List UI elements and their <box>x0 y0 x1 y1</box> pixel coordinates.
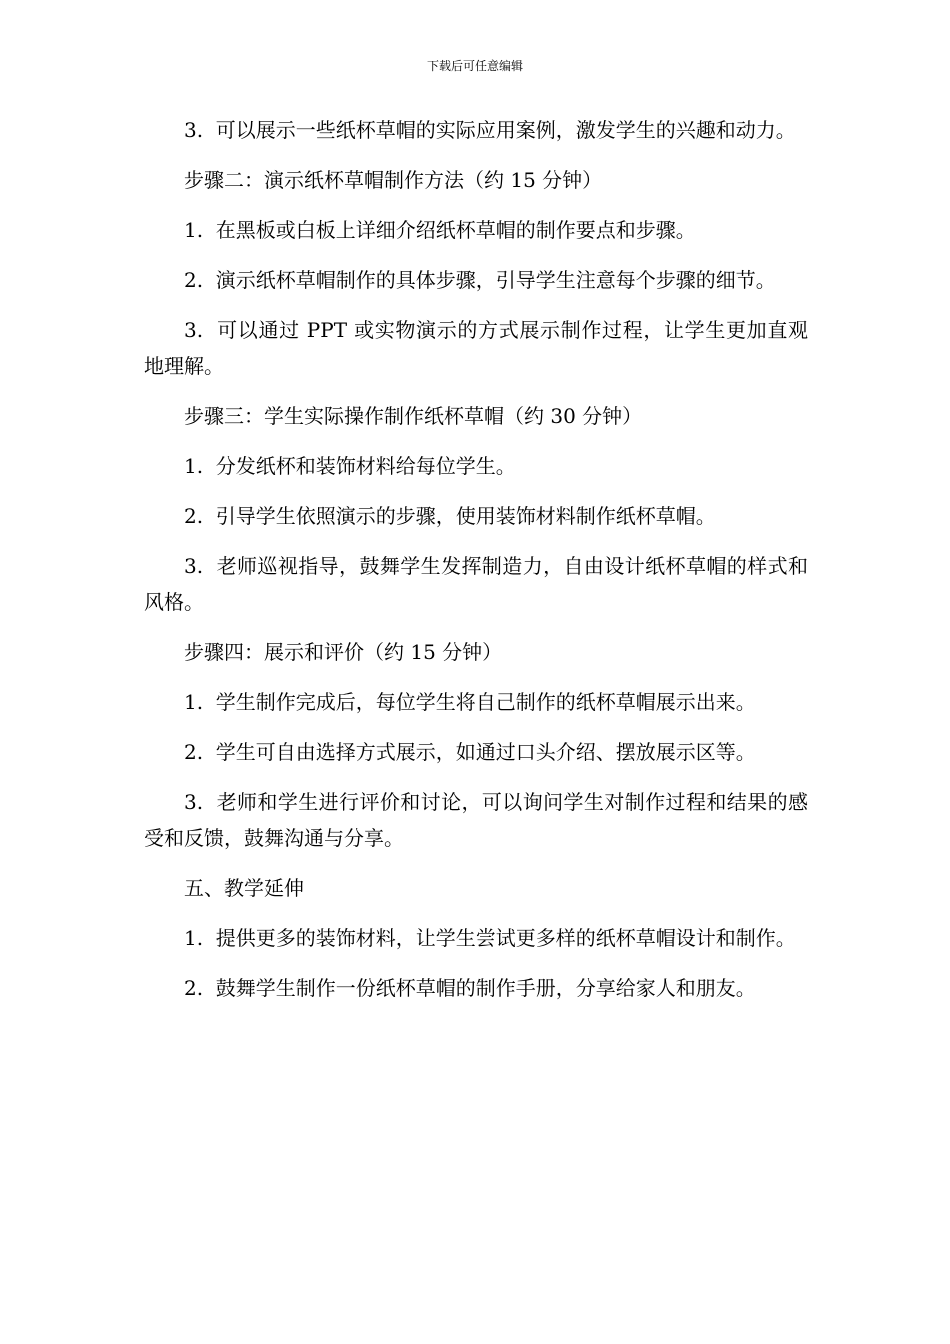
heading-step3: 步骤三：学生实际操作制作纸杯草帽（约 30 分钟） <box>184 404 643 428</box>
paragraph-step3-item2: 2. 引导学生依照演示的步骤，使用装饰材料制作纸杯草帽。 <box>184 504 716 528</box>
paragraph-step2-item3: 3. 可以通过 PPT 或实物演示的方式展示制作过程，让学生更加直观地理解。 <box>144 318 808 378</box>
paragraph-section5-item1: 1. 提供更多的装饰材料，让学生尝试更多样的纸杯草帽设计和制作。 <box>184 926 796 950</box>
paragraph-section5-item2: 2. 鼓舞学生制作一份纸杯草帽的制作手册，分享给家人和朋友。 <box>184 976 756 1000</box>
paragraph-step4-item1: 1. 学生制作完成后，每位学生将自己制作的纸杯草帽展示出来。 <box>184 690 756 714</box>
heading-step4: 步骤四：展示和评价（约 15 分钟） <box>184 640 503 664</box>
heading-section5: 五、教学延伸 <box>184 876 304 900</box>
document-body <box>144 112 808 1020</box>
paragraph-step2-item2: 2. 演示纸杯草帽制作的具体步骤，引导学生注意每个步骤的细节。 <box>184 268 776 292</box>
paragraph-step4-item2: 2. 学生可自由选择方式展示，如通过口头介绍、摆放展示区等。 <box>184 740 756 764</box>
paragraph-step2-item1: 1. 在黑板或白板上详细介绍纸杯草帽的制作要点和步骤。 <box>184 218 696 242</box>
paragraph-step3-item3: 3. 老师巡视指导，鼓舞学生发挥制造力，自由设计纸杯草帽的样式和风格。 <box>144 554 808 614</box>
page-header: 下载后可任意编辑 <box>426 59 523 73</box>
paragraph-step1-item3: 3. 可以展示一些纸杯草帽的实际应用案例，激发学生的兴趣和动力。 <box>184 118 796 142</box>
heading-step2: 步骤二：演示纸杯草帽制作方法（约 15 分钟） <box>184 168 603 192</box>
paragraph-step4-item3: 3. 老师和学生进行评价和讨论，可以询问学生对制作过程和结果的感受和反馈，鼓舞沟通与分享。 <box>144 790 808 850</box>
paragraph-step3-item1: 1. 分发纸杯和装饰材料给每位学生。 <box>184 454 516 478</box>
